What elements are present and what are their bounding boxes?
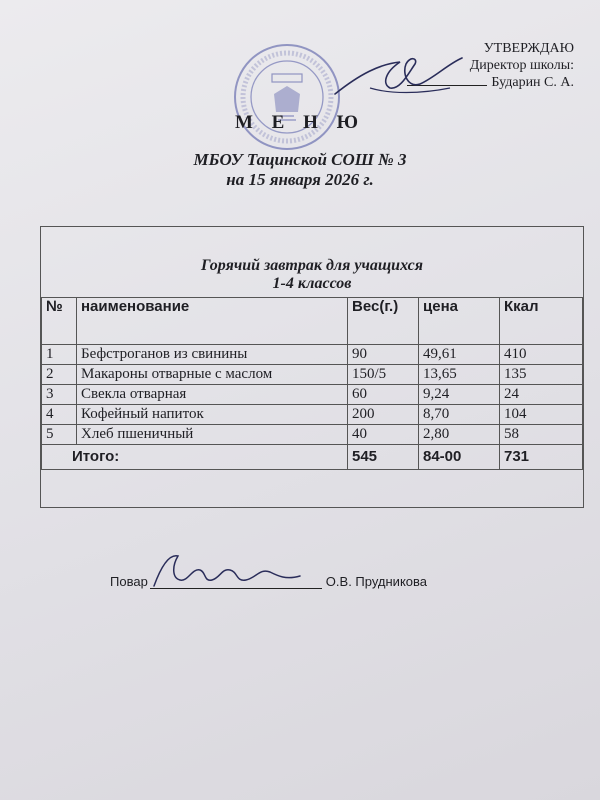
row-price: 9,24 bbox=[419, 385, 500, 405]
row-number: 2 bbox=[42, 365, 77, 385]
total-kcal: 731 bbox=[500, 445, 583, 470]
table-row bbox=[42, 425, 583, 445]
caption-line-2: 1-4 классов bbox=[272, 275, 352, 292]
table-row bbox=[42, 385, 583, 405]
approval-name: Бударин С. А. bbox=[491, 75, 574, 90]
school-header bbox=[0, 150, 600, 190]
row-weight: 90 bbox=[348, 345, 419, 365]
row-dish: Хлеб пшеничный bbox=[77, 425, 348, 445]
header-name: наименование bbox=[77, 298, 348, 345]
header-kcal: Ккал bbox=[500, 298, 583, 345]
cook-label: Повар bbox=[110, 574, 148, 589]
header-weight: Вес(г.) bbox=[348, 298, 419, 345]
row-dish: Бефстроганов из свинины bbox=[77, 345, 348, 365]
cook-block bbox=[110, 574, 427, 589]
row-number: 1 bbox=[42, 345, 77, 365]
row-number: 3 bbox=[42, 385, 77, 405]
row-kcal: 410 bbox=[500, 345, 583, 365]
director-signature bbox=[330, 44, 470, 104]
header-number: № bbox=[42, 298, 77, 345]
row-dish: Кофейный напиток bbox=[77, 405, 348, 425]
total-price: 84-00 bbox=[419, 445, 500, 470]
row-number: 4 bbox=[42, 405, 77, 425]
table-row bbox=[42, 405, 583, 425]
row-price: 2,80 bbox=[419, 425, 500, 445]
menu-title: М Е Н Ю bbox=[234, 112, 366, 133]
header-price: цена bbox=[419, 298, 500, 345]
cook-name: О.В. Прудникова bbox=[325, 574, 427, 589]
caption-line-1: Горячий завтрак для учащихся bbox=[200, 257, 424, 274]
approval-position: Директор школы: bbox=[469, 58, 574, 73]
row-dish: Макароны отварные с маслом bbox=[77, 365, 348, 385]
table-header-row bbox=[42, 298, 583, 345]
school-stamp bbox=[232, 42, 342, 152]
row-weight: 60 bbox=[348, 385, 419, 405]
menu-date: на 15 января 2026 г. bbox=[226, 170, 374, 189]
table-row bbox=[42, 345, 583, 365]
total-weight: 545 bbox=[348, 445, 419, 470]
row-dish: Свекла отварная bbox=[77, 385, 348, 405]
table-caption bbox=[41, 257, 583, 293]
row-weight: 40 bbox=[348, 425, 419, 445]
approval-title: УТВЕРЖДАЮ bbox=[483, 41, 574, 56]
row-number: 5 bbox=[42, 425, 77, 445]
row-price: 49,61 bbox=[419, 345, 500, 365]
row-price: 13,65 bbox=[419, 365, 500, 385]
row-kcal: 135 bbox=[500, 365, 583, 385]
total-label: Итого: bbox=[42, 445, 348, 470]
row-price: 8,70 bbox=[419, 405, 500, 425]
row-kcal: 104 bbox=[500, 405, 583, 425]
row-weight: 200 bbox=[348, 405, 419, 425]
table-row bbox=[42, 365, 583, 385]
row-weight: 150/5 bbox=[348, 365, 419, 385]
row-kcal: 24 bbox=[500, 385, 583, 405]
cook-signature-line bbox=[150, 588, 322, 589]
school-name: МБОУ Тацинской СОШ № 3 bbox=[193, 150, 407, 169]
menu-table-frame bbox=[40, 226, 584, 508]
total-row bbox=[42, 445, 583, 470]
menu-table bbox=[41, 297, 583, 470]
row-kcal: 58 bbox=[500, 425, 583, 445]
